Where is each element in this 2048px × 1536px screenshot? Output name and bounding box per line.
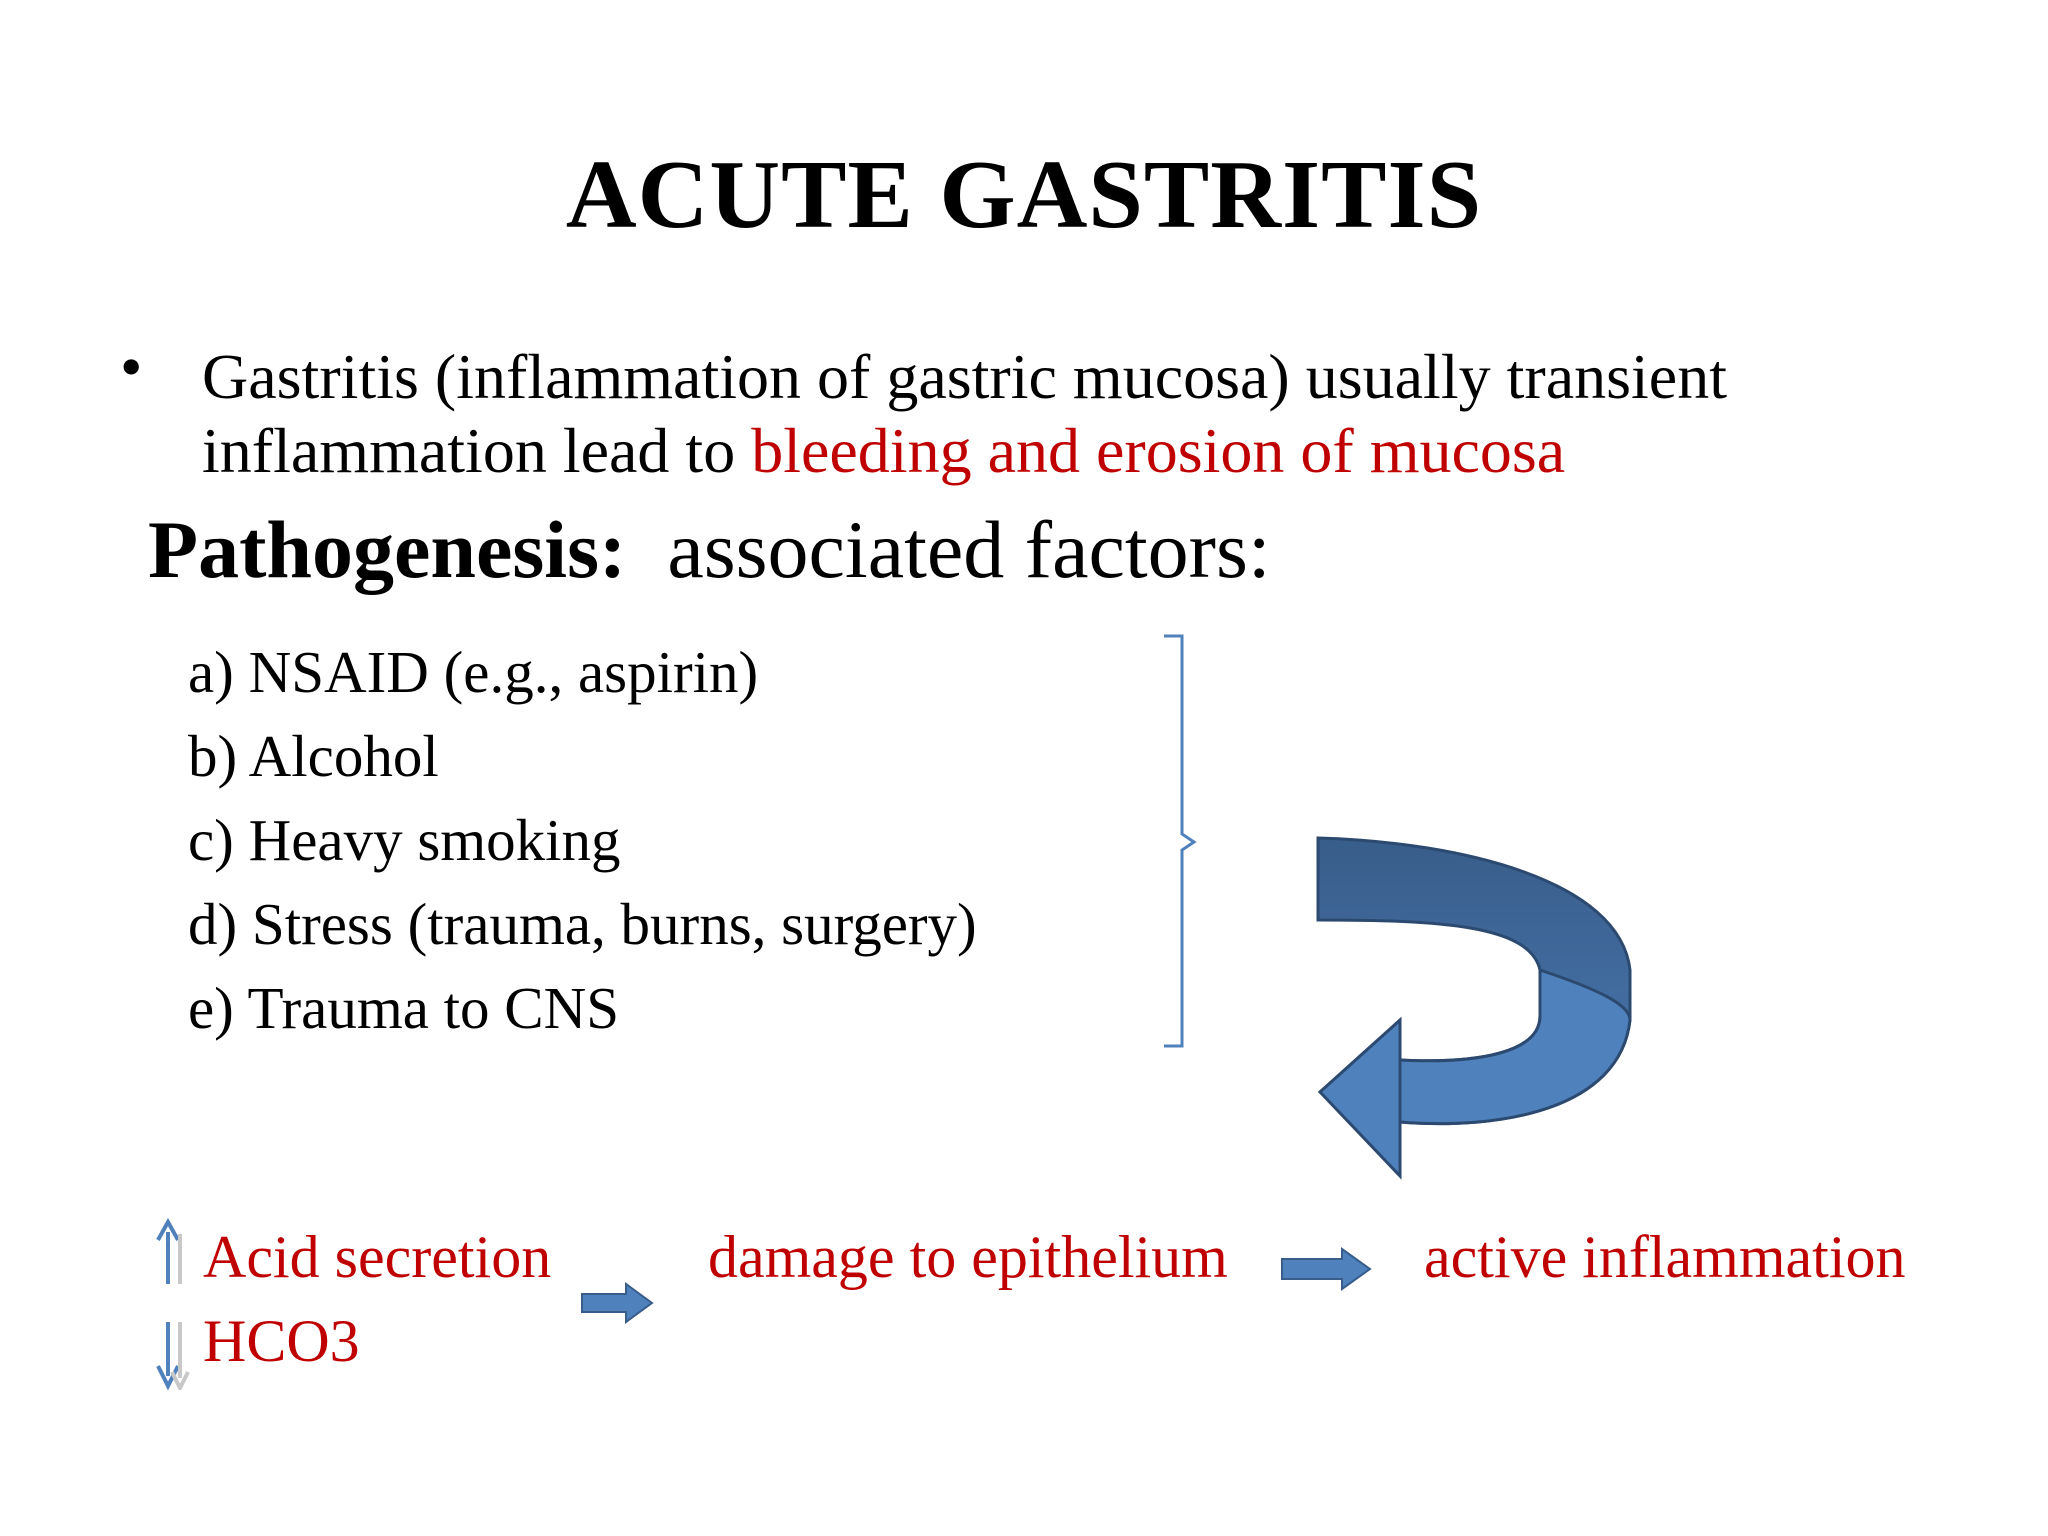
factor-list bbox=[188, 630, 977, 1050]
factor-item: c) Heavy smoking bbox=[188, 807, 621, 873]
intro-line-1: Gastritis (inflammation of gastric mucosa) usually transient bbox=[202, 341, 1727, 412]
damage-label: damage to epithelium bbox=[708, 1224, 1228, 1290]
intro-line-2: inflammation lead to bbox=[202, 415, 752, 486]
intro-highlight: bleeding and erosion of mucosa bbox=[751, 415, 1566, 486]
pathogenesis-heading bbox=[148, 500, 1271, 600]
factor-item: a) NSAID (e.g., aspirin) bbox=[188, 639, 759, 705]
up-arrow-icon bbox=[156, 1218, 206, 1286]
bullet-dot: • bbox=[120, 331, 143, 402]
hco3-label: HCO3 bbox=[203, 1308, 360, 1374]
u-turn-arrow-icon bbox=[1300, 820, 1660, 1190]
pathogenesis-label: Pathogenesis: bbox=[148, 504, 627, 595]
pathogenesis-subtitle: associated factors: bbox=[667, 504, 1271, 595]
inflammation-label: active inflammation bbox=[1424, 1224, 1906, 1290]
factor-item: b) Alcohol bbox=[188, 723, 439, 789]
bracket-icon bbox=[1160, 634, 1210, 1054]
factor-item: d) Stress (trauma, burns, surgery) bbox=[188, 891, 977, 957]
right-arrow-icon bbox=[1280, 1246, 1374, 1292]
slide-title: ACUTE GASTRITIS bbox=[565, 141, 1483, 249]
factor-item: e) Trauma to CNS bbox=[188, 975, 620, 1041]
intro-paragraph bbox=[202, 340, 1982, 488]
acid-secretion-label: Acid secretion bbox=[203, 1224, 552, 1290]
right-arrow-icon bbox=[580, 1280, 656, 1326]
down-arrow-icon bbox=[156, 1318, 206, 1390]
